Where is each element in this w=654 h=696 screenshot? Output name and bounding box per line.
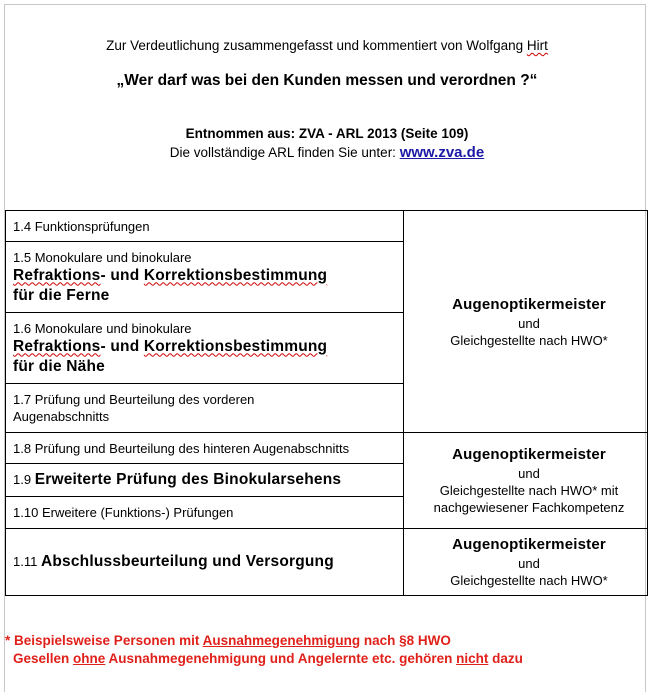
group-3-und: und	[518, 556, 540, 571]
group-3	[404, 529, 648, 596]
group-3-desc: Gleichgestellte nach HWO*	[450, 573, 608, 588]
intro-text: Zur Verdeutlichung zusammengefasst und kommentiert von Wolfgang	[106, 38, 524, 53]
group-2-und: und	[518, 466, 540, 481]
row-1-9: 1.9 Erweiterte Prüfung des Binokularsehens	[6, 464, 404, 497]
group-1	[404, 211, 648, 433]
group-3-title: Augenoptikermeister	[452, 536, 606, 553]
row-1-4: 1.4 Funktionsprüfungen	[6, 211, 404, 242]
footnote-line-1: * Beispielsweise Personen mit Ausnahmegenehmigung nach §8 HWO	[5, 633, 451, 648]
group-2	[404, 433, 648, 529]
document-title: „Wer darf was bei den Kunden messen und verordnen ?“	[116, 72, 538, 89]
zva-link[interactable]: www.zva.de	[399, 144, 485, 161]
intro-line	[4, 38, 650, 53]
row-1-6: 1.6 Monokulare und binokulare Refraktions- und Korrektionsbestimmung für die Nähe	[6, 313, 404, 384]
source-line: Entnommen aus: ZVA - ARL 2013 (Seite 109)	[185, 126, 469, 141]
author-last-name: Hirt	[526, 38, 548, 53]
group-1-desc: Gleichgestellte nach HWO*	[450, 332, 608, 348]
group-2-desc: Gleichgestellte nach HWO* mit	[439, 483, 619, 498]
arl-text: Die vollständige ARL finden Sie unter:	[169, 145, 396, 160]
arl-line	[4, 144, 650, 161]
group-1-title: Augenoptikermeister	[452, 295, 606, 313]
row-1-8: 1.8 Prüfung und Beurteilung des hinteren Augenabschnitts	[6, 433, 404, 464]
row-1-11: 1.11 Abschlussbeurteilung und Versorgung	[6, 529, 404, 596]
group-2-title: Augenoptikermeister	[452, 446, 606, 463]
footnote-line-2: Gesellen ohne Ausnahmegenehmigung und Angelernte etc. gehören nicht dazu	[13, 651, 523, 666]
row-1-10: 1.10 Erweitere (Funktions-) Prüfungen	[6, 497, 404, 529]
row-1-5: 1.5 Monokulare und binokulare Refraktions- und Korrektionsbestimmung für die Ferne	[6, 242, 404, 313]
row-1-7: 1.7 Prüfung und Beurteilung des vorderen Augenabschnitts	[6, 384, 404, 433]
footnote	[5, 632, 523, 668]
group-1-und: und	[518, 315, 540, 331]
competence-table	[5, 210, 648, 596]
group-2-desc2: nachgewiesener Fachkompetenz	[433, 500, 625, 515]
